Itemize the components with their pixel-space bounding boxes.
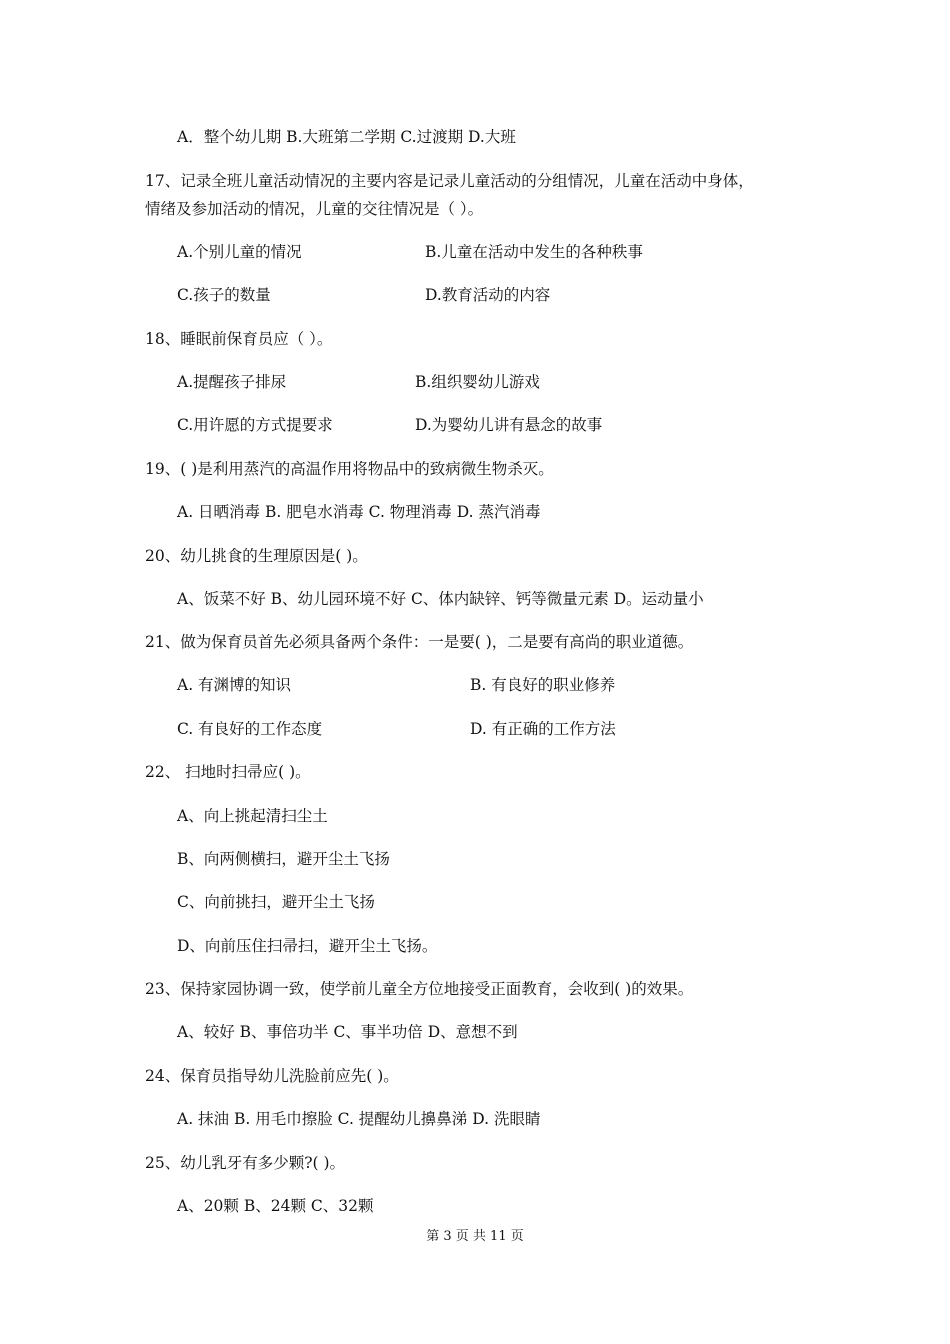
q19-options: A. 日晒消毒 B. 肥皂水消毒 C. 物理消毒 D. 蒸汽消毒	[177, 503, 541, 521]
q17-question-line1: 17、记录全班儿童活动情况的主要内容是记录儿童活动的分组情况，儿童在活动中身体，	[145, 172, 754, 190]
q18-question: 18、睡眠前保育员应（ ）。	[145, 330, 333, 348]
q17-option-b: B.儿童在活动中发生的各种秩事	[425, 243, 643, 261]
q18-option-c: C.用许愿的方式提要求	[177, 416, 333, 434]
q23-options: A、较好 B、事倍功半 C、事半功倍 D、意想不到	[177, 1023, 518, 1041]
q25-question: 25、幼儿乳牙有多少颗?( )。	[145, 1154, 346, 1172]
q21-option-d: D. 有正确的工作方法	[470, 720, 616, 738]
q21-question: 21、做为保育员首先必须具备两个条件：一是要( )，二是要有高尚的职业道德。	[145, 633, 694, 651]
q25-options: A、20颗 B、24颗 C、32颗	[177, 1197, 374, 1215]
q18-option-d: D.为婴幼儿讲有悬念的故事	[415, 416, 603, 434]
q23-question: 23、保持家园协调一致，使学前儿童全方位地接受正面教育，会收到( )的效果。	[145, 980, 694, 998]
q24-options: A. 抹油 B. 用毛巾擦脸 C. 提醒幼儿擤鼻涕 D. 洗眼睛	[177, 1110, 541, 1128]
q22-option-c: C、向前挑扫，避开尘土飞扬	[177, 893, 375, 911]
q20-options: A、饭菜不好 B、幼儿园环境不好 C、体内缺锌、钙等微量元素 D。运动量小	[177, 590, 704, 608]
q22-option-b: B、向两侧横扫，避开尘土飞扬	[177, 850, 390, 868]
q18-option-b: B.组织婴幼儿游戏	[415, 373, 540, 391]
q16-options: A．整个幼儿期 B.大班第二学期 C.过渡期 D.大班	[177, 128, 516, 146]
q22-option-a: A、向上挑起清扫尘土	[177, 807, 328, 825]
q17-option-d: D.教育活动的内容	[425, 286, 551, 304]
page-number-footer: 第 3 页 共 11 页	[426, 1229, 524, 1244]
q17-option-a: A.个别儿童的情况	[177, 243, 302, 261]
q20-question: 20、幼儿挑食的生理原因是( )。	[145, 547, 368, 565]
q21-option-c: C. 有良好的工作态度	[177, 720, 323, 738]
q17-option-c: C.孩子的数量	[177, 286, 271, 304]
q22-question: 22、 扫地时扫帚应( )。	[145, 763, 311, 781]
q19-question: 19、( )是利用蒸汽的高温作用将物品中的致病微生物杀灭。	[145, 460, 554, 478]
q18-option-a: A.提醒孩子排尿	[177, 373, 287, 391]
q17-question-line2: 情绪及参加活动的情况，儿童的交往情况是（ ）。	[145, 200, 484, 218]
q21-option-b: B. 有良好的职业修养	[470, 676, 616, 694]
q24-question: 24、保育员指导幼儿洗脸前应先( )。	[145, 1067, 399, 1085]
q22-option-d: D、向前压住扫帚扫，避开尘土飞扬。	[177, 937, 438, 955]
q21-option-a: A. 有渊博的知识	[177, 676, 292, 694]
